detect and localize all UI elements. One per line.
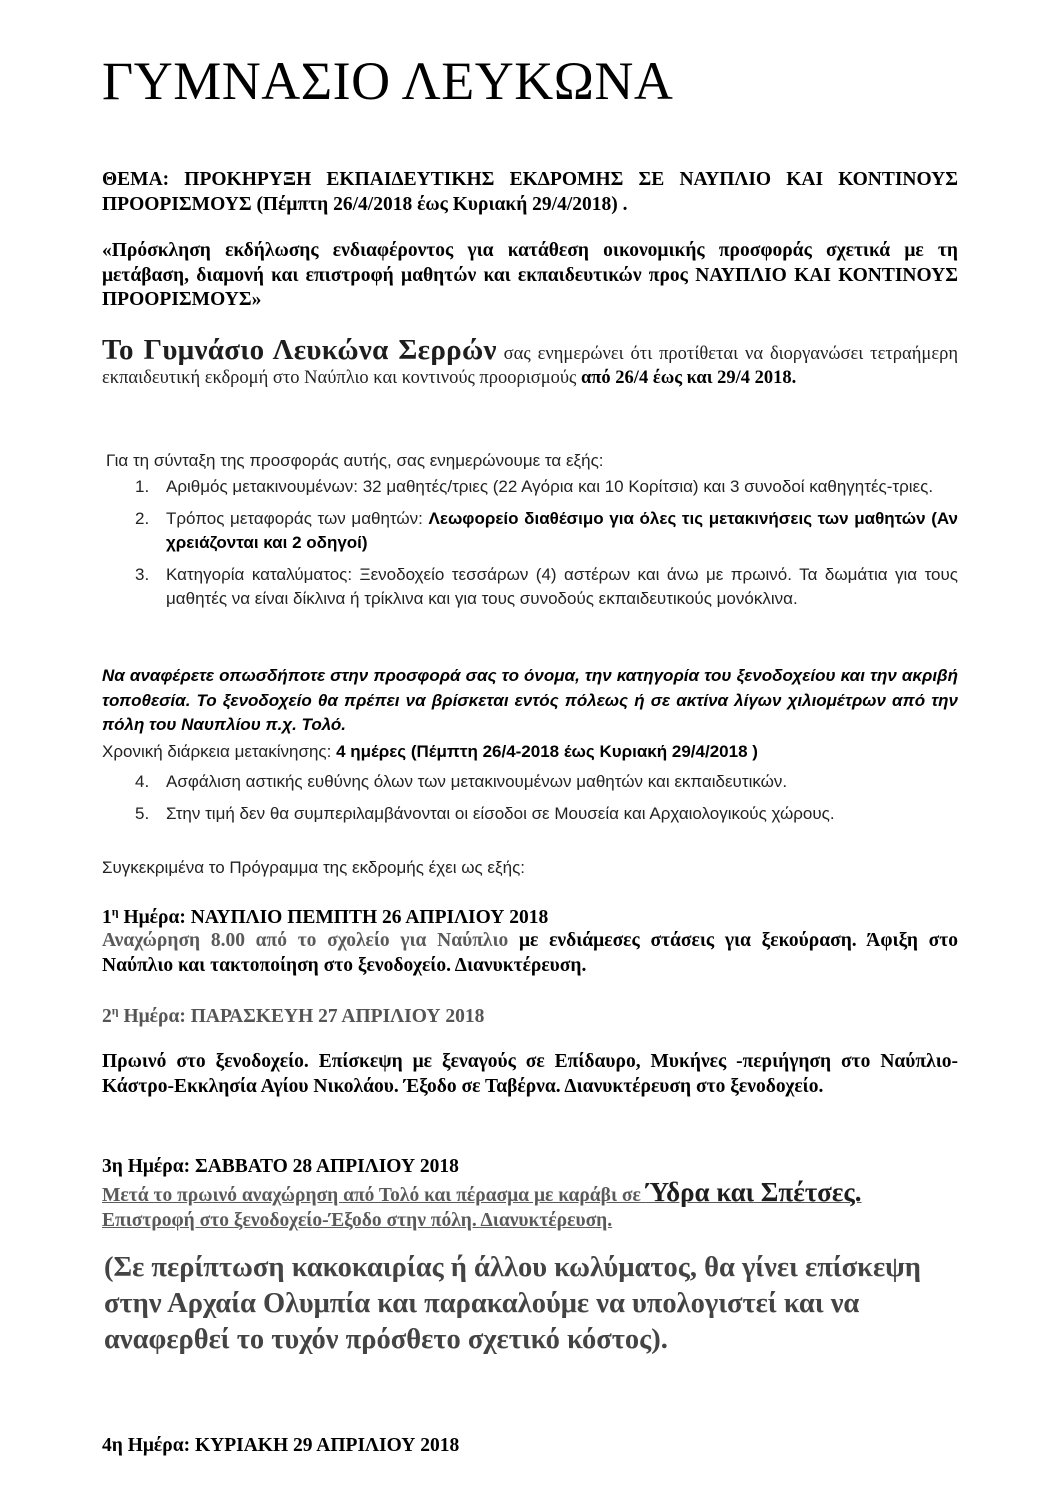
list-item: 5. Στην τιμή δεν θα συμπεριλαμβάνονται οι είσοδοι σε Μουσεία και Αρχαιολογικούς χώρους. [135,803,835,823]
day4-heading: 4η Ημέρα: ΚΥΡΙΑΚΗ 29 ΑΠΡΙΛΙΟΥ 2018 [102,1435,460,1456]
day3-heading: 3η Ημέρα: ΣΑΒΒΑΤΟ 28 ΑΠΡΙΛΙΟΥ 2018 [102,1156,459,1177]
requirements-list [102,475,958,619]
day1-description: Αναχώρηση 8.00 από το σχολείο για Ναύπλιο με ενδιάμεσες στάσεις για ξεκούραση. Άφιξη στο Ναύπλιο και τακτοποίηση στο ξενοδοχείο. Διανυκτέρευση. [102,930,958,976]
intro-dates: από 26/4 έως και 29/4 2018. [580,368,797,388]
intro-paragraph [102,334,959,390]
list-item: 1. Αριθμός μετακινουμένων: 32 μαθητές/τριες (22 Αγόρια και 10 Κορίτσια) και 3 συνοδοί καθηγητές-τριες. [135,477,934,496]
school-title: ΓΥΜΝΑΣΙΟ ΛΕΥΚΩΝΑ [102,51,674,111]
day2-heading: $2^\eta$ Ημέρα: ΠΑΡΑΣΚΕΥΗ 27 ΑΠΡΙΛΙΟΥ 2018 [102,1003,485,1027]
intro-school-name: Το Γυμνάσιο Λευκώνα Σερρών [102,334,497,366]
topic-heading: ΘΕΜΑ: ΠΡΟΚΗΡΥΞΗ ΕΚΠΑΙΔΕΥΤΙΚΗΣ ΕΚΔΡΟΜΗΣ ΣΕ ΝΑΥΠΛΙΟ ΚΑΙ ΚΟΝΤΙΝΟΥΣ ΠΡΟΟΡΙΣΜΟΥΣ (Πέμπτη 26/4/2018 έως Κυριακή 29/4/2018) . [102,169,958,215]
trip-duration: Χρονική διάρκεια μετακίνησης: 4 ημέρες (Πέμπτη 26/4-2018 έως Κυριακή 29/4/2018 ) [102,742,758,761]
list-item: 4. Ασφάλιση αστικής ευθύνης όλων των μετακινουμένων μαθητών και εκπαιδευτικών. [135,772,788,791]
intro-text: σας ενημερώνει ότι προτίθεται να διοργανώσει τετραήμερη εκπαιδευτική εκδρομή στο Ναύπλιο και κοντινούς προορισμούς [102,344,959,388]
offer-lead: Για τη σύνταξη της προσφοράς αυτής, σας ενημερώνουμε τα εξής: [106,451,604,470]
list-item: 2. Τρόπος μεταφοράς των μαθητών: Λεωφορείο διαθέσιμο για όλες τις μετακινήσεις των μαθητών (Αν χρειάζονται και 2 οδηγοί) [135,508,958,552]
hotel-notice: Να αναφέρετε οπωσδήποτε στην προσφορά σας το όνομα, την κατηγορία του ξενοδοχείου και την ακριβή τοποθεσία. Το ξενοδοχείο θα πρέπει να βρίσκεται εντός πόλεως ή σε ακτίνα λίγων χιλιομέτρων από την πόλη του Ναυπλίου π.χ. Τολό. [102,666,958,734]
day3-description: Μετά το πρωινό αναχώρηση από Τολό και πέρασμα με καράβι σε Ύδρα και Σπέτσες. Επιστροφή στο ξενοδοχείο-Έξοδο στην πόλη. Διανυκτέρευση. [102,1177,862,1231]
day3-destinations: Ύδρα και Σπέτσες. [645,1177,862,1207]
list-item: 3. Κατηγορία καταλύματος: Ξενοδοχείο τεσσάρων (4) αστέρων και άνω με πρωινό. Τα δωμάτια για τους μαθητές να είναι δίκλινα ή τρίκλινα και για τους συνοδούς εκπαιδευτικούς μονόκλινα. [135,564,958,608]
day1-heading: $1^\eta$ Ημέρα: ΝΑΥΠΛΙΟ ΠΕΜΠΤΗ 26 ΑΠΡΙΛΙΟΥ 2018 [102,904,549,928]
day2-description: Πρωινό στο ξενοδοχείο. Επίσκεψη με ξεναγούς σε Επίδαυρο, Μυκήνες -περιήγηση στο Ναύπλιο-Κάστρο-Εκκλησία Αγίου Νικολάου. Έξοδο σε Ταβέρνα. Διανυκτέρευση στο ξενοδοχείο. [102,1051,958,1097]
weather-note: (Σε περίπτωση κακοκαιρίας ή άλλου κωλύματος, θα γίνει επίσκεψη στην Αρχαία Ολυμπία και παρακαλούμε να υπολογιστεί και να αναφερθεί το τυχόν πρόσθετο σχετικό κόστος). [104,1252,921,1355]
requirements-list-continued [102,770,958,833]
program-lead: Συγκεκριμένα το Πρόγραμμα της εκδρομής έχει ως εξής: [102,858,525,877]
invitation-paragraph: «Πρόσκληση εκδήλωσης ενδιαφέροντος για κατάθεση οικονομικής προσφοράς σχετικά με τη μετάβαση, διαμονή και επιστροφή μαθητών και εκπαιδευτικών προς ΝΑΥΠΛΙΟ ΚΑΙ ΚΟΝΤΙΝΟΥΣ ΠΡΟΟΡΙΣΜΟΥΣ» [102,240,958,310]
